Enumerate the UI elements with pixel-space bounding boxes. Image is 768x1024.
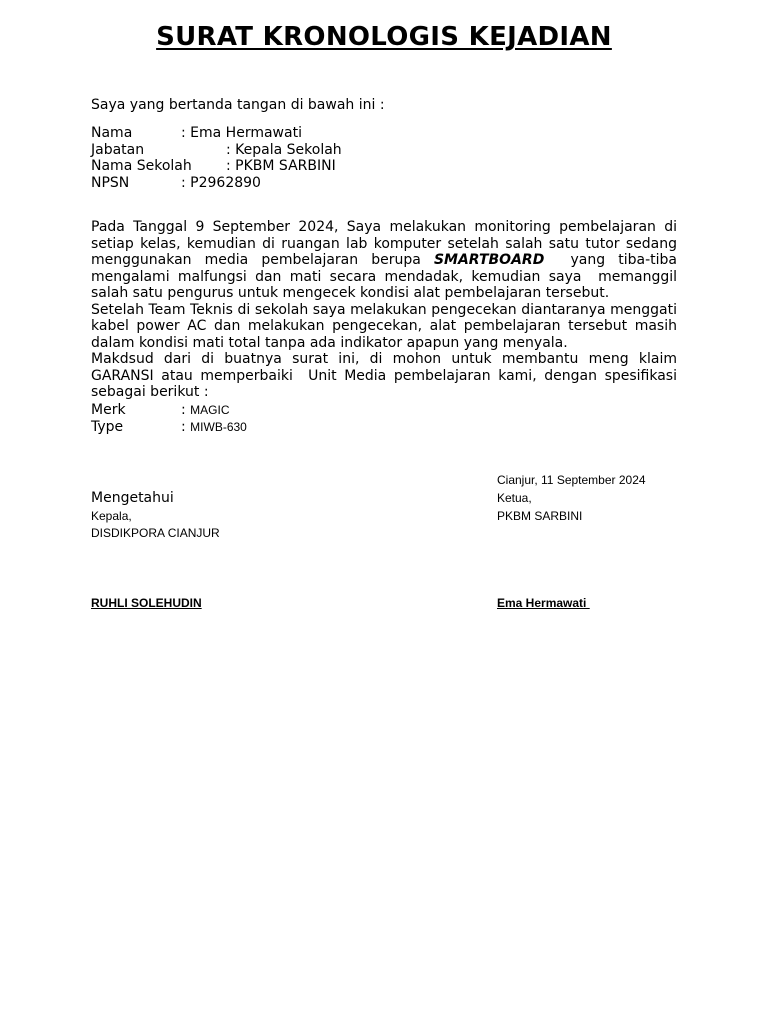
smartboard-term: SMARTBOARD [433, 252, 545, 268]
p1-text-before: Pada Tanggal 9 September 2024, Saya melakukan monitoring pembelajaran di setiap kelas, kemudian di ruangan lab komputer setelah salah satu tutor sedang menggunakan media pembelajaran berupa [91, 219, 677, 268]
left-org: DISDIKPORA CIANJUR [91, 526, 220, 540]
body-paragraph-1 [91, 219, 682, 302]
jabatan-label: Jabatan [91, 142, 145, 158]
letter-body [91, 219, 682, 401]
right-org: PKBM SARBINI [497, 509, 583, 523]
merk-label: Merk [91, 402, 126, 418]
intro-line: Saya yang bertanda tangan di bawah ini : [91, 97, 385, 113]
mengetahui-heading: Mengetahui [91, 490, 174, 506]
right-role: Ketua, [497, 491, 532, 505]
sekolah-value: : PKBM SARBINI [226, 158, 336, 174]
letter-title: SURAT KRONOLOGIS KEJADIAN [156, 22, 612, 52]
right-signatory-name: Ema Hermawati [497, 596, 590, 610]
body-paragraph-3: Makdsud dari di buatnya surat ini, di mohon untuk membantu meng klaim GARANSI atau memperbaiki Unit Media pembelajaran kami, dengan spesifikasi sebagai berikut : [91, 351, 682, 400]
p1-text-after: yang tiba-tiba mengalami malfungsi dan mati secara mendadak, kemudian saya memanggil salah satu pengurus untuk mengecek kondisi alat pembelajaran tersebut. [91, 252, 682, 301]
merk-value-wrap: : MAGIC [181, 402, 230, 418]
sekolah-label: Nama Sekolah [91, 158, 192, 174]
type-value: MIWB-630 [190, 420, 247, 434]
nama-value: : Ema Hermawati [181, 125, 302, 141]
left-role: Kepala, [91, 509, 132, 523]
place-date: Cianjur, 11 September 2024 [497, 473, 646, 487]
npsn-label: NPSN [91, 175, 130, 191]
type-value-wrap: : MIWB-630 [181, 419, 247, 435]
nama-label: Nama [91, 125, 133, 141]
npsn-value: : P2962890 [181, 175, 261, 191]
type-label: Type [91, 419, 124, 435]
jabatan-value: : Kepala Sekolah [226, 142, 342, 158]
merk-value: MAGIC [190, 403, 230, 417]
body-paragraph-2: Setelah Team Teknis di sekolah saya melakukan pengecekan diantaranya menggati kabel power AC dan melakukan pengecekan, alat pembelajaran tersebut masih dalam kondisi mati total tanpa ada indikator apapun yang menyala. [91, 301, 677, 351]
left-signatory-name: RUHLI SOLEHUDIN [91, 596, 202, 610]
